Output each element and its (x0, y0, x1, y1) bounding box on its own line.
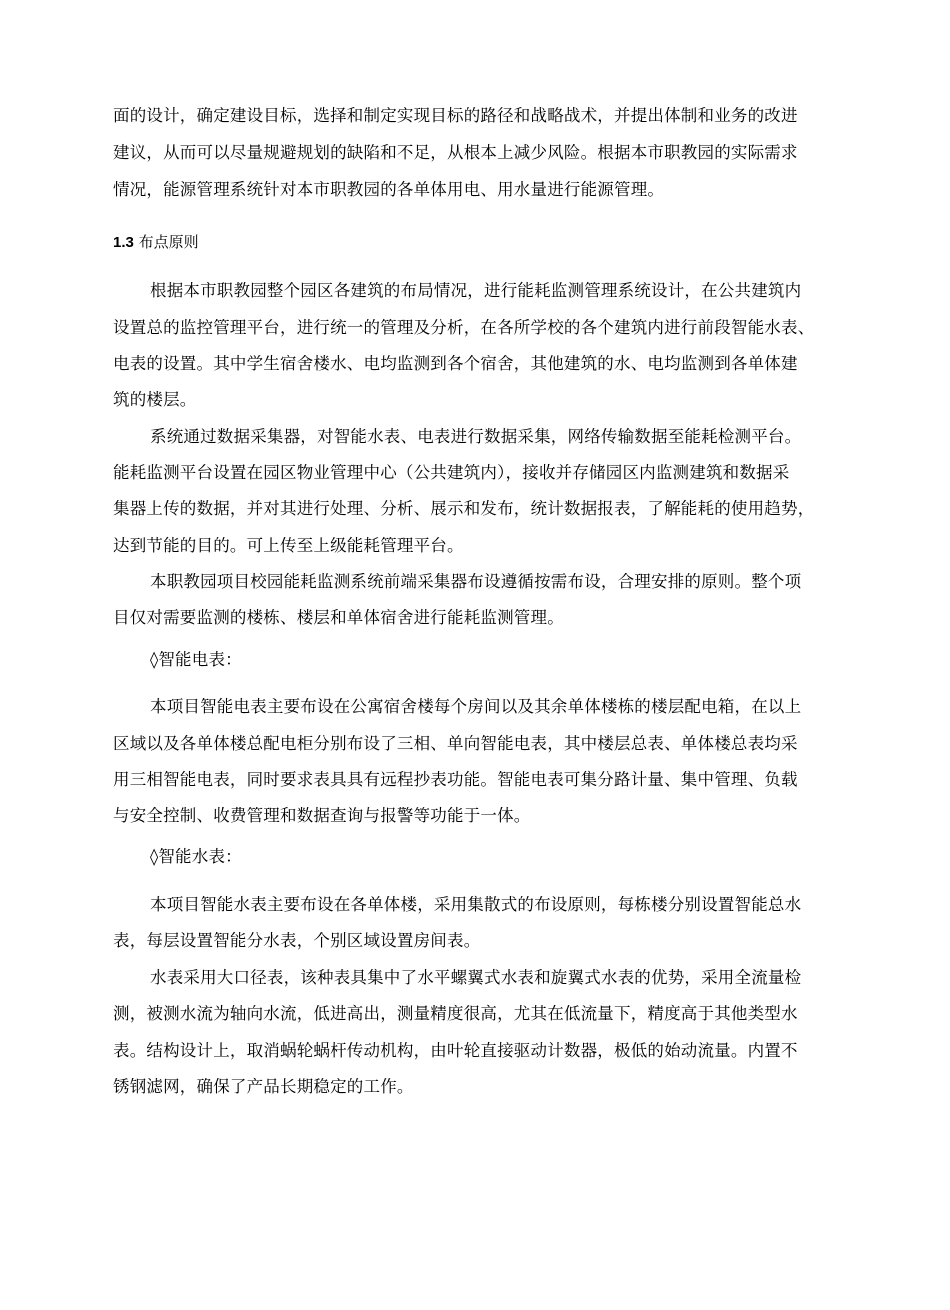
para3-line-2: 目仅对需要监测的楼栋、楼层和单体宿舍进行能耗监测管理。 (113, 608, 564, 627)
para1-line-2: 设置总的监控管理平台，进行统一的管理及分析，在各所学校的各个建筑内进行前段智能水表、 (113, 318, 815, 337)
para2-line-4: 达到节能的目的。可上传至上级能耗管理平台。 (113, 536, 464, 555)
para3-line-1: 本职教园项目校园能耗监测系统前端采集器布设遵循按需布设，合理安排的原则。整个项 (150, 572, 802, 591)
intro-line-3: 情况，能源管理系统针对本市职教园的各单体用电、用水量进行能源管理。 (113, 180, 665, 199)
bullet-smart-water-meter: ◊智能水表： (150, 847, 242, 866)
para6-line-3: 表。结构设计上，取消蜗轮蜗杆传动机构，由叶轮直接驱动计数器，极低的始动流量。内置不 (113, 1041, 798, 1060)
para2-line-3: 集器上传的数据，并对其进行处理、分析、展示和发布，统计数据报表，了解能耗的使用趋势， (113, 499, 815, 518)
para1-line-1: 根据本市职教园整个园区各建筑的布局情况，进行能耗监测管理系统设计，在公共建筑内 (150, 281, 802, 300)
para6-line-2: 测，被测水流为轴向水流，低进高出，测量精度很高，尤其在低流量下，精度高于其他类型水 (113, 1004, 798, 1023)
para1-line-3: 电表的设置。其中学生宿舍楼水、电均监测到各个宿舍，其他建筑的水、电均监测到各单体建 (113, 354, 798, 373)
para2-line-2: 能耗监测平台设置在园区物业管理中心（公共建筑内），接收并存储园区内监测建筑和数据采 (113, 463, 790, 482)
section-title: 布点原则 (138, 233, 199, 251)
para4-line-4: 与安全控制、收费管理和数据查询与报警等功能于一体。 (113, 806, 531, 825)
para5-line-1: 本项目智能水表主要布设在各单体楼，采用集散式的布设原则，每栋楼分别设置智能总水 (150, 895, 802, 914)
para2-line-1: 系统通过数据采集器，对智能水表、电表进行数据采集，网络传输数据至能耗检测平台。 (150, 427, 802, 446)
section-heading (113, 232, 199, 253)
intro-line-1: 面的设计，确定建设目标，选择和制定实现目标的路径和战略战术，并提出体制和业务的改进 (113, 106, 798, 125)
para4-line-1: 本项目智能电表主要布设在公寓宿舍楼每个房间以及其余单体楼栋的楼层配电箱，在以上 (150, 697, 802, 716)
para4-line-2: 区域以及各单体楼总配电柜分别布设了三相、单向智能电表，其中楼层总表、单体楼总表均采 (113, 734, 798, 753)
para5-line-2: 表，每层设置智能分水表，个别区域设置房间表。 (113, 931, 481, 950)
bullet-smart-electric-meter: ◊智能电表： (150, 650, 242, 669)
section-number: 1.3 (113, 234, 134, 251)
para1-line-4: 筑的楼层。 (113, 390, 197, 409)
intro-line-2: 建议，从而可以尽量规避规划的缺陷和不足，从根本上减少风险。根据本市职教园的实际需求 (113, 143, 798, 162)
para4-line-3: 用三相智能电表，同时要求表具具有远程抄表功能。智能电表可集分路计量、集中管理、负载 (113, 770, 798, 789)
para6-line-1: 水表采用大口径表，该种表具集中了水平螺翼式水表和旋翼式水表的优势，采用全流量检 (150, 968, 802, 987)
para6-line-4: 锈钢滤网，确保了产品长期稳定的工作。 (113, 1077, 414, 1096)
